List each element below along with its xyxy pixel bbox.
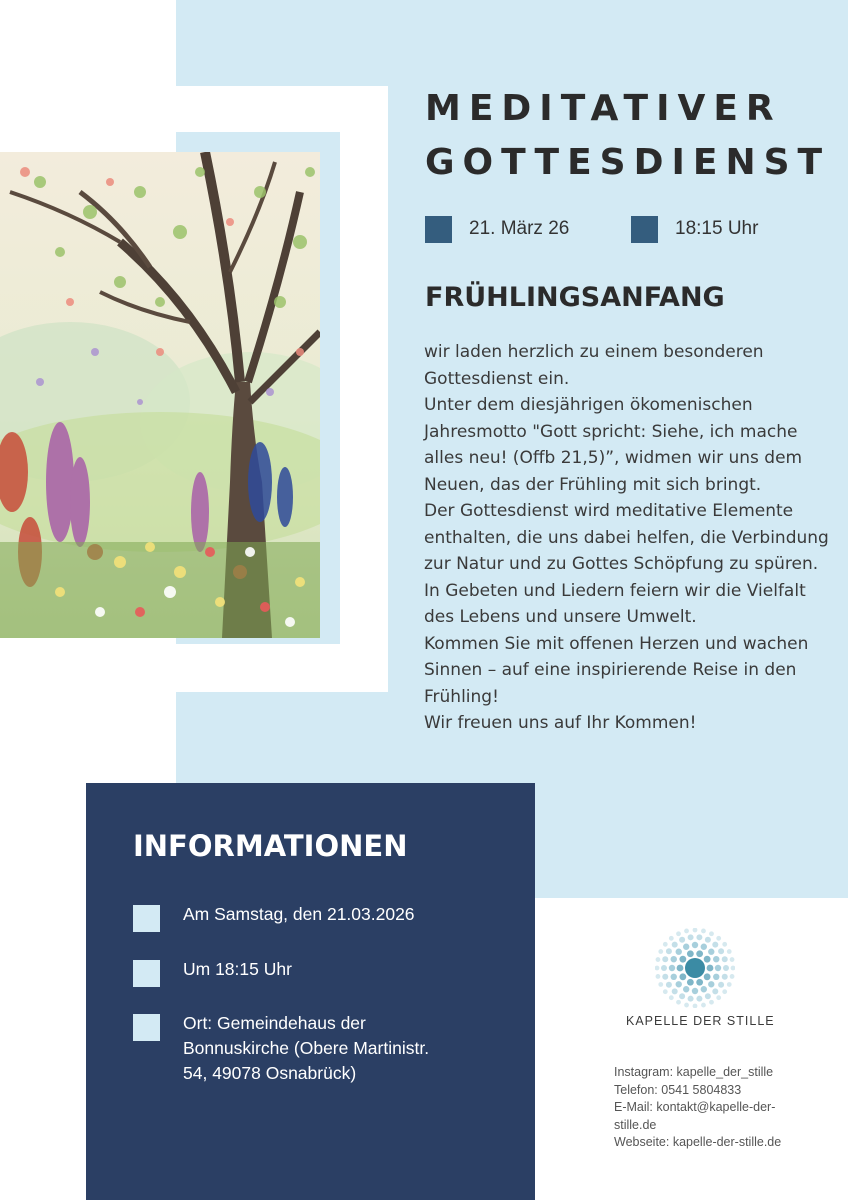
logo-dot (656, 974, 661, 979)
logo-dot (716, 936, 721, 941)
logo-dot (727, 982, 732, 987)
logo-dot (687, 979, 694, 986)
info-title: INFORMATIONEN (133, 829, 408, 863)
contact-block (614, 1064, 814, 1152)
logo-dot (701, 1003, 706, 1008)
logo-dot (676, 981, 682, 987)
logo-dot (704, 956, 711, 963)
bullet-square-icon (133, 960, 160, 987)
time-square-icon (631, 216, 658, 243)
logo-dot (718, 948, 724, 954)
logo-dot (722, 974, 728, 980)
logo-dot (705, 993, 711, 999)
logo-dot (662, 974, 668, 980)
info-item-text: Ort: Gemeindehaus der Bonnuskirche (Obere Martinistr. 54, 49078 Osnabrück) (183, 1013, 430, 1083)
paragraph-4: Kommen Sie mit offenen Herzen und wachen Sinnen – auf eine inspirierende Reise in den Frühling! (424, 633, 809, 707)
logo-dot (666, 948, 672, 954)
logo-dot (713, 956, 719, 962)
logo-dot (722, 989, 727, 994)
logo-dot (701, 929, 706, 934)
mandala-dots-icon (655, 928, 735, 1013)
spring-tree-illustration (0, 152, 320, 638)
logo-dot (723, 965, 729, 971)
logo-dot (672, 988, 678, 994)
logo-dot (731, 966, 735, 971)
logo-dot (713, 974, 719, 980)
logo-dot (696, 950, 703, 957)
bullet-square-icon (133, 905, 160, 932)
logo-dot (669, 936, 674, 941)
info-item-text: Um 18:15 Uhr (183, 959, 292, 979)
logo-dot (722, 942, 727, 947)
logo-dot (683, 944, 689, 950)
logo-dot (658, 949, 663, 954)
logo-dot (671, 956, 677, 962)
logo-dot (688, 996, 694, 1002)
invitation-text (424, 339, 834, 737)
title-line-2: GOTTESDIENST (425, 142, 831, 183)
logo-dot (672, 942, 678, 948)
spring-tree-painting (0, 152, 320, 638)
paragraph-3: Der Gottesdienst wird meditative Elemente enthalten, die uns dabei helfen, die Verbindung zur Natur und zu Gottes Schöpfung zu spüren. In Gebeten und Liedern feiern wir die Vielfalt des Lebens und unsere Umwelt. (424, 501, 829, 627)
contact-website[interactable]: Webseite: kapelle-der-stille.de (614, 1135, 782, 1149)
logo-dot (676, 949, 682, 955)
event-date: 21. März 26 (469, 218, 570, 239)
title-line-1: MEDITATIVER (425, 88, 782, 129)
logo-dot (655, 966, 659, 971)
info-item-text: Am Samstag, den 21.03.2026 (183, 904, 415, 924)
logo-dot (693, 928, 698, 932)
logo-dot (677, 965, 684, 972)
logo-dot (708, 949, 714, 955)
logo-dot (707, 965, 714, 972)
logo-dot (658, 982, 663, 987)
logo-dot (684, 1003, 689, 1008)
paragraph-2: Unter dem diesjährigen ökomenischen Jahresmotto "Gott spricht: Siehe, ich mache alles neu! (Offb 21,5)”, widmen wir uns dem Neuen, das der Frühling mit sich bringt. (424, 395, 803, 495)
logo-dot (696, 979, 703, 986)
logo-dot (684, 929, 689, 934)
contact-phone[interactable]: Telefon: 0541 5804833 (614, 1082, 742, 1097)
bullet-square-icon (133, 1014, 160, 1041)
logo-dot (676, 1000, 681, 1005)
brand-name: KAPELLE DER STILLE (626, 1014, 775, 1028)
logo-dot (679, 993, 685, 999)
logo-dot (663, 942, 668, 947)
contact-email-cont[interactable]: stille.de (614, 1117, 657, 1132)
logo-dot (687, 950, 694, 957)
date-square-icon (425, 216, 452, 243)
logo-dot (679, 973, 686, 980)
logo-dot (688, 934, 694, 940)
logo-dot (683, 986, 689, 992)
logo-dot (718, 982, 724, 988)
logo-dot (692, 988, 698, 994)
logo-dot (679, 937, 685, 943)
logo-dot (666, 982, 672, 988)
logo-dot (656, 957, 661, 962)
logo-dot (693, 1004, 698, 1008)
contact-instagram[interactable]: Instagram: kapelle_der_stille (614, 1065, 774, 1079)
logo-dot (712, 942, 718, 948)
event-time: 18:15 Uhr (675, 218, 759, 239)
logo-dot (722, 956, 728, 962)
logo-dot (692, 942, 698, 948)
logo-mandala (655, 928, 735, 1008)
logo-dot (712, 988, 718, 994)
logo-dot (709, 931, 714, 936)
logo-dot (701, 944, 707, 950)
logo-dot (696, 996, 702, 1002)
info-panel (86, 783, 535, 1200)
logo-dot (704, 973, 711, 980)
logo-dot (716, 995, 721, 1000)
section-heading: FRÜHLINGSANFANG (425, 282, 725, 313)
logo-dot (671, 974, 677, 980)
logo-dot (676, 931, 681, 936)
logo-dot (701, 986, 707, 992)
contact-email[interactable]: E-Mail: kontakt@kapelle-der- (614, 1100, 776, 1114)
logo-dot (709, 1000, 714, 1005)
page-title (425, 82, 830, 190)
logo-core (685, 958, 705, 978)
logo-dot (730, 957, 735, 962)
paragraph-5: Wir freuen uns auf Ihr Kommen! (424, 713, 697, 733)
logo-dot (662, 956, 668, 962)
logo-dot (730, 974, 735, 979)
logo-dot (663, 989, 668, 994)
logo-dot (708, 981, 714, 987)
logo-dot (661, 965, 667, 971)
logo-dot (696, 934, 702, 940)
logo-dot (715, 965, 721, 971)
logo-dot (705, 937, 711, 943)
logo-dot (727, 949, 732, 954)
paragraph-1: wir laden herzlich zu einem besonderen Gottesdienst ein. (424, 342, 764, 389)
logo-dot (669, 995, 674, 1000)
logo-dot (669, 965, 675, 971)
logo-dot (679, 956, 686, 963)
